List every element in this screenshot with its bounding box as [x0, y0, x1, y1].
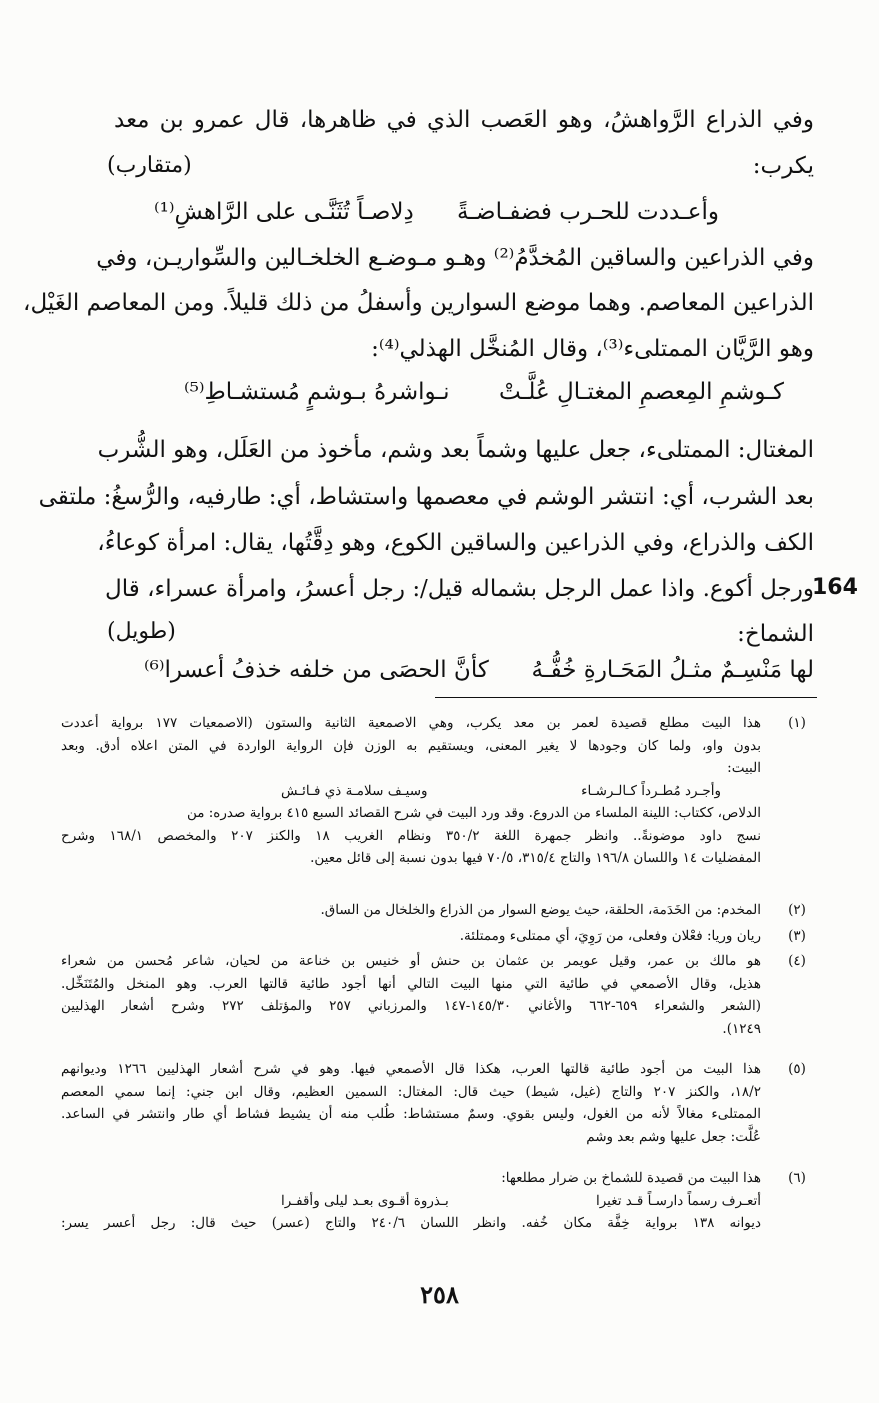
footnote-number: (٥) [788, 1061, 806, 1077]
footnote-line: بدون واو، ولما كان وجودها لا يغير المعنى، ويستقيم به الوزن فإن الرواية الواردة في المتن اعلاه أدق. وبعد [61, 737, 761, 754]
footnote-line: المفضليات ١٤ واللسان ١٩٦/٨ والتاج ٣١٥/٤، ٧٠/٥ فيها بدون نسبة إلى قائل معين. [310, 850, 761, 866]
footnote-line: ديوانه ١٣٨ برواية خِفَّة مكان خُفه. وانظر اللسان ٢٤٠/٦ والتاج (عسر) حيث قال: رجل أعسر يسر: [61, 1215, 762, 1231]
footnote-number: (٢) [788, 902, 806, 918]
verse-hemistich-right: وأعـددت للحـرب فضفـاضـةً [456, 199, 719, 225]
footnote-separator [435, 697, 817, 698]
footnote-number: (٦) [788, 1170, 806, 1186]
footnote-line: الممتلىء مغالاً لأنه من الغول، وليس بقوي. وسمٌ مستشاط: طُلب منه أن يشيط فشاط أي طار وانتشر في الساعد. [61, 1106, 761, 1122]
footnote-1 [61, 712, 819, 870]
footnote-number: (٤) [788, 953, 806, 969]
verse-amr [114, 192, 814, 232]
footnote-verse [61, 1190, 761, 1213]
footnote-line: نسج داود موضونةً.. وانظر جمهرة اللغة ٣٥٠/٢ ونظام الغريب ١٨ والكنز ٢٠٧ والمخصص ١٦٨/١ وشرح [61, 827, 761, 844]
footnote-line: عُلَّت: جعل عليها وشم بعد وشم [586, 1128, 761, 1145]
footnote-line: ١٨/٢، والكنز ٢٠٧ والتاج (غيل، شيط) حيث قال: المغتال: السمين العظيم، وقال ابن جني: إنما سمي المعصم [61, 1083, 761, 1100]
footnote-6 [61, 1167, 819, 1235]
verse-hemistich-left: كأنَّ الحصَى من خلفه خذفُ أعسرا⁽⁶⁾ [144, 657, 489, 683]
footnote-number: (١) [788, 715, 806, 731]
main-line-8: الكف والذراع، وفي الذراعين والساقين الكوع، وهو دِقَّتُها، يقال: امرأة كوعاءُ، [97, 530, 814, 556]
footnote-verse [61, 780, 761, 803]
footnote-line: المخدم: من الخَدَمة، الحلقة، حيث يوضع السوار من الذراع والخلخال من الساق. [320, 902, 761, 918]
footnote-line: ١٢٤٩). [722, 1020, 761, 1037]
verse-hemistich-left: وسيـف سلامـة ذي فـائـش [281, 782, 428, 799]
verse-hemistich-left: بـذروة أقـوى بعـد ليلى وأقفـرا [281, 1192, 449, 1209]
footnote-line: ريان وريا: فعْلان وفعلى، من رَوِيَ، أي ممتلىء وممتلئة. [459, 928, 761, 944]
footnote-line: الدلاص، ككتاب: اللينة الملساء من الدروع. وقد ورد البيت في شرح القصائد السبع ٤١٥ برواية صدره: من [186, 805, 761, 821]
verse-hemistich-left: نـواشرهُ بـوشمٍ مُستشـاطِ⁽⁵⁾ [184, 379, 450, 405]
footnote-line: (الشعر والشعراء ٦٥٩-٦٦٢ والأغاني ١٤٥/٣٠-١٤٧ والمرزباني ٢٥٧ والمؤتلف ٢٧٢ وشرح أشعار الهذليين [61, 998, 761, 1014]
main-line-10: الشماخ: [737, 621, 814, 647]
footnote-line: هذا البيت من أجود طائية قالتها العرب، هكذا قال الأصمعي فيها. وهو في شرح أشعار الهذليين ١٢٦٦ وديوانهم [61, 1061, 761, 1077]
verse-munakhkhal [114, 372, 814, 412]
footnote-2 [61, 899, 819, 922]
verse-hemistich-right: كـوشمِ المِعصمِ المغتـالِ عُلَّـتْ [499, 379, 784, 405]
footnote-5 [61, 1058, 819, 1148]
footnote-number: (٣) [788, 928, 806, 944]
page-number: ٢٥٨ [420, 1280, 459, 1309]
footnote-line: هذيل، وقال الأصمعي في طائية التي منها البيت التالي أنها أجود طائية قالتها العرب. وهو المنخل والمُتَنَخِّل. [61, 975, 761, 992]
main-line-6: المغتال: الممتلىء، جعل عليها وشماً بعد وشم، مأخوذ من العَلَل، وهو الشُّرب [97, 437, 814, 463]
footnote-line: هو مالك بن عمر، وقيل عويمر بن عثمان بن حنش أو خنيس بن خناعة من لحيان، شاعر مُحسن من شعراء [61, 953, 761, 969]
meter-label-mutaqarib: (متقارب) [107, 153, 192, 178]
main-line-9: ورجل أكوع. واذا عمل الرجل بشماله قيل/: رجل أعسرُ، وامرأة عسراء، قال [105, 576, 814, 602]
verse-hemistich-right: وأجـرد مُطـرداً كـالـرشـاء [581, 782, 721, 799]
meter-label-tawil: (طويل) [107, 619, 176, 644]
margin-folio-number: 164 [812, 575, 858, 600]
verse-hemistich-right: أتعـرف رسماً دارسـاً قـد تغيرا [595, 1192, 761, 1209]
footnote-3 [61, 925, 819, 948]
verse-shammakh [114, 650, 814, 690]
verse-hemistich-right: لها مَنْسِـمٌ مثـلُ المَحَـارةِ خُفُّـهُ [531, 657, 814, 683]
footnote-line: هذا البيت من قصيدة للشماخ بن ضرار مطلعها: [501, 1170, 761, 1186]
main-line-2: يكرب: [752, 153, 814, 179]
main-line-4: الذراعين المعاصم. وهما موضع السوارين وأسفلُ من ذلك قليلاً. ومن المعاصم الغَيْل، [23, 290, 814, 316]
footnote-line: البيت: [727, 760, 761, 776]
main-line-7: بعد الشرب، أي: انتشر الوشم في معصمها واستشاط، أي: طارفيه، والرُّسغُ: ملتقى [38, 484, 814, 510]
main-line-1: وفي الذراع الرَّواهشُ، وهو العَصب الذي في ظاهرها، قال عمرو بن معد [114, 107, 814, 133]
footnote-4 [61, 950, 819, 1040]
main-line-5: وهو الرَّيَّان الممتلىء⁽³⁾، وقال المُنخَّل الهذلي⁽⁴⁾: [371, 336, 814, 362]
footnote-line: هذا البيت مطلع قصيدة لعمر بن معد يكرب، وهي الاصمعية الثانية والستون (الاصمعيات ١٧٧ برواية أعددت [61, 715, 761, 731]
main-line-3: وفي الذراعين والساقين المُخدَّمُ⁽²⁾ وهـو مـوضـع الخلخـالين والسِّواريـن، وفي [96, 245, 814, 271]
verse-hemistich-left: دِلاصـاً تُثَنَّـى على الرَّاهشِ⁽¹⁾ [154, 199, 414, 225]
